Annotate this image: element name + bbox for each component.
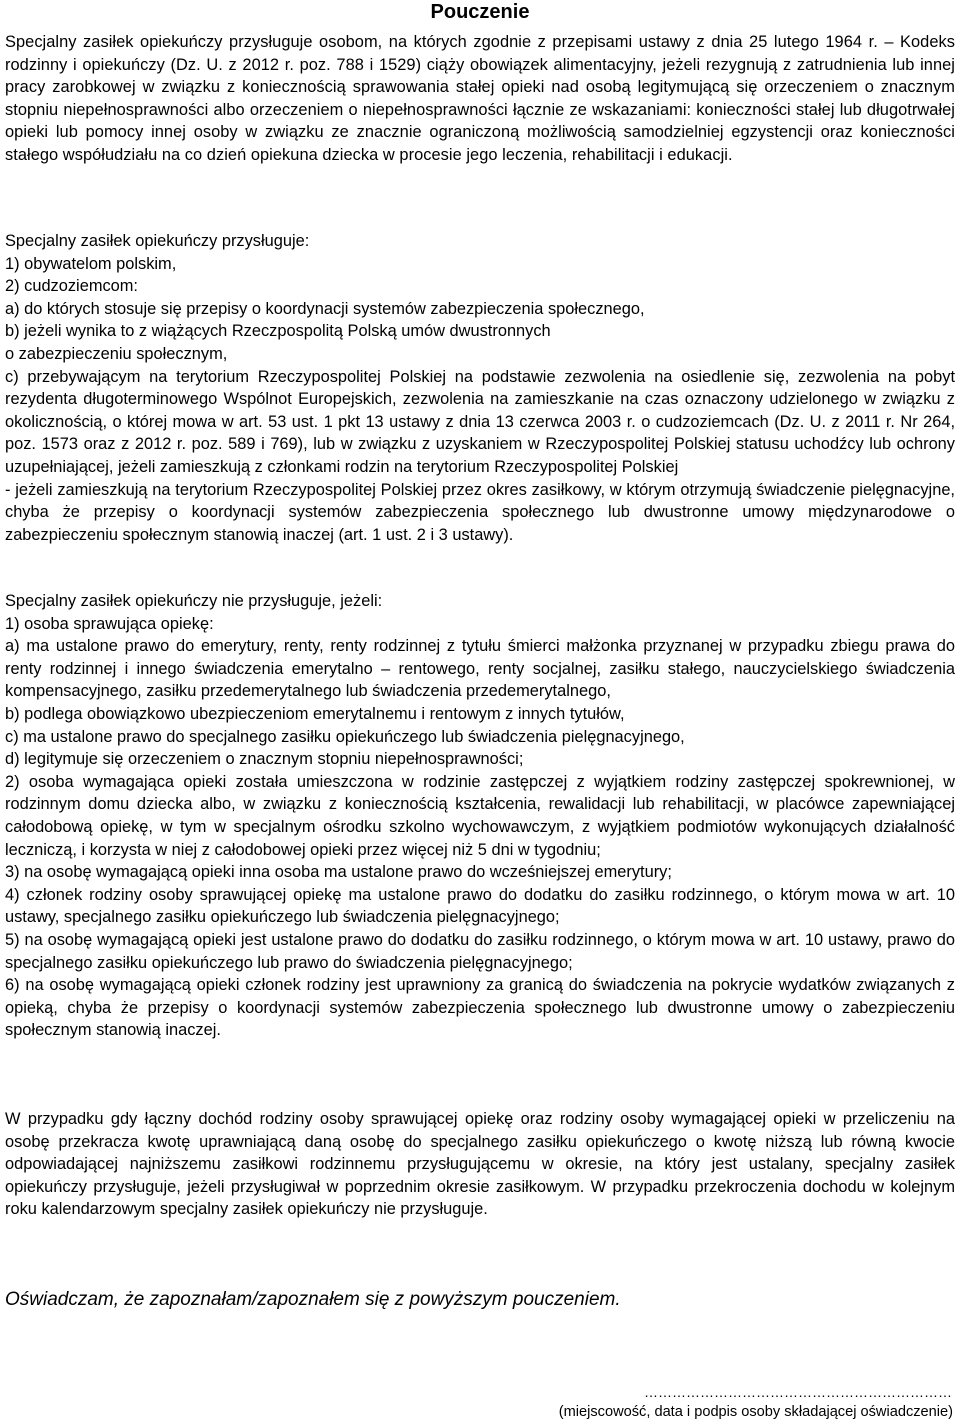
exclusion-item: d) legitymuje się orzeczeniem o znacznym stopniu niepełnosprawności;: [5, 750, 524, 769]
exclusion-item: b) podlega obowiązkowo ubezpieczeniom emerytalnemu i rentowym z innych tytułów,: [5, 704, 625, 723]
exclusion-item: c) ma ustalone prawo do specjalnego zasiłku opiekuńczego lub świadczenia pielęgnacyjnego,: [5, 727, 685, 746]
income-paragraph: W przypadku gdy łączny dochód rodziny osoby sprawującej opiekę oraz rodziny osoby wymagającej opieki w przeliczeniu na osobę przekracza kwotę uprawniającą daną osobę do specjalnego zasiłku opiekuńczego o kwotę niższą lub równą kwocie odpowiadającej najniższemu zasiłkowi rodzinnemu przysługującemu w okresie, na który jest ustalany, specjalny zasiłek opiekuńczy przysługuje, jeżeli przysługiwał w poprzednim okresie zasiłkowym. W przypadku przekroczenia dochodu w kolejnym roku kalendarzowym specjalny zasiłek opiekuńczy nie przysługuje.: [5, 1110, 955, 1219]
intro-paragraph: Specjalny zasiłek opiekuńczy przysługuje osobom, na których zgodnie z przepisami ustawy z dnia 25 lutego 1964 r. – Kodeks rodzinny i opiekuńczy (Dz. U. z 2012 r. poz. 788 i 1529) ciąży obowiązek alimentacyjny, jeżeli rezygnują z zatrudnienia lub innej pracy zarobkowej w związku z koniecznością sprawowania stałej opieki nad osobą legitymującą się orzeczeniem o znacznym stopniu niepełnosprawności albo orzeczeniem o niepełnosprawności łącznie ze wskazaniami: konieczności stałej lub długotrwałej opieki lub pomocy innej osoby w związku ze znacznie ograniczoną możliwością samodzielniej egzystencji oraz konieczności stałego współudziału na co dzień opiekuna dziecka w procesie jego leczenia, rehabilitacji i edukacji.: [5, 33, 955, 164]
exclusions-heading: Specjalny zasiłek opiekuńczy nie przysługuje, jeżeli:: [5, 592, 383, 610]
signature-caption: (miejscowość, data i podpis osoby składającej oświadczenie): [558, 1404, 953, 1420]
exclusion-item: 5) na osobę wymagającą opieki jest ustalone prawo do dodatku do zasiłku rodzinnego, o którym mowa w art. 10 ustawy, prawo do specjalnego zasiłku opiekuńczego lub prawo do świadczenia pielęgnacyjnego;: [5, 930, 955, 972]
exclusion-item: 2) osoba wymagająca opieki została umieszczona w rodzinie zastępczej z wyjątkiem rodziny zastępczej spokrewnionej, w rodzinnym domu dziecka albo, w związku z koniecznością kształcenia, rewalidacji lub rehabilitacji, w placówce zapewniającej całodobową opiekę, w tym w specjalnym ośrodku szkolno wychowawczym, z wyjątkiem podmiotów wykonujących działalność leczniczą, i korzysta w niej z całodobowej opieki przez więcej niż 5 dni w tygodniu;: [5, 772, 955, 859]
eligibility-item: a) do których stosuje się przepisy o koordynacji systemów zabezpieczenia społecznego,: [5, 299, 645, 318]
eligibility-item: 1) obywatelom polskim,: [5, 254, 177, 273]
exclusions-section: [5, 590, 955, 1042]
eligibility-section: [5, 230, 955, 546]
eligibility-item: b) jeżeli wynika to z wiążących Rzeczpospolitą Polską umów dwustronnych: [5, 322, 551, 341]
eligibility-item: o zabezpieczeniu społecznym,: [5, 344, 228, 363]
exclusion-item: 3) na osobę wymagającą opieki inna osoba ma ustalone prawo do wcześniejszej emerytury;: [5, 863, 672, 882]
eligibility-item: c) przebywającym na terytorium Rzeczypospolitej Polskiej na podstawie zezwolenia na osiedlenie się, zezwolenia na pobyt rezydenta długoterminowego Wspólnot Europejskich, zezwolenia na zamieszkanie na czas oznaczony udzielonego w związku z okolicznością, o której mowa w art. 53 ust. 1 pkt 13 ustawy z dnia 13 czerwca 2003 r. o cudzoziemcach (Dz. U. z 2011 r. Nr 264, poz. 1573 oraz z 2012 r. poz. 589 i 769), lub w związku z uzyskaniem w Rzeczypospolitej Polskiej statusu uchodźcy lub ochrony uzupełniającej, jeżeli zamieszkują z członkami rodzin na terytorium Rzeczypospolitej Polskiej: [5, 367, 955, 476]
exclusion-item: 1) osoba sprawująca opiekę:: [5, 614, 214, 633]
signature-line: …………………………………………………………: [644, 1384, 952, 1400]
exclusion-item: a) ma ustalone prawo do emerytury, renty, renty rodzinnej z tytułu śmierci małżonka przyznanej w przypadku zbiegu prawa do renty rodzinnej i innego świadczenia emerytalno – rentowego, renty socjalnej, zasiłku stałego, nauczycielskiego świadczenia kompensacyjnego, zasiłku przedemerytalnego lub świadczenia przedemerytalnego,: [5, 637, 955, 701]
declaration-statement: Oświadczam, że zapoznałam/zapoznałem się z powyższym pouczeniem.: [5, 1289, 621, 1310]
exclusion-item: 6) na osobę wymagającą opieki członek rodziny jest uprawniony za granicą do świadczenia na pokrycie wydatków związanych z opieką, chyba że przepisy o koordynacji systemów zabezpieczenia społecznego lub dwustronne umowy o zabezpieczeniu społecznym stanowią inaczej.: [5, 976, 955, 1040]
eligibility-item: 2) cudzoziemcom:: [5, 277, 138, 296]
page-title: Pouczenie: [430, 1, 530, 23]
eligibility-heading: Specjalny zasiłek opiekuńczy przysługuje:: [5, 232, 310, 250]
eligibility-item: - jeżeli zamieszkują na terytorium Rzeczypospolitej Polskiej przez okres zasiłkowy, w którym otrzymują świadczenie pielęgnacyjne, chyba że przepisy o koordynacji systemów zabezpieczenia społecznego lub dwustronne umowy międzynarodowe o zabezpieczeniu społecznym stanowią inaczej (art. 1 ust. 2 i 3 ustawy).: [5, 480, 955, 544]
exclusion-item: 4) członek rodziny osoby sprawującej opiekę ma ustalone prawo do dodatku do zasiłku rodzinnego, o którym mowa w art. 10 ustawy, specjalnego zasiłku opiekuńczego lub świadczenia pielęgnacyjnego;: [5, 885, 955, 927]
